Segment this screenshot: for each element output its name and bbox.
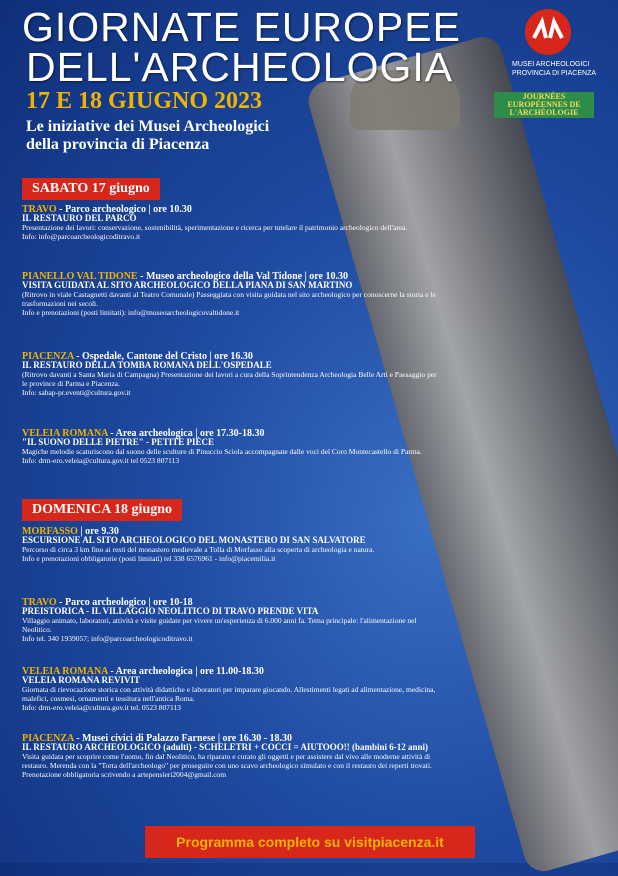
- subtitle: Le iniziative dei Musei Archeologici della provincia di Piacenza: [26, 118, 270, 153]
- event-item: [22, 429, 442, 465]
- event-item: [22, 734, 442, 779]
- event-contact[interactable]: Info: sabap-pr.eventi@cultura.gov.it: [22, 388, 131, 397]
- event-title: IL RESTAURO DEL PARCO: [22, 213, 137, 223]
- event-time: - Area archeologica | ore 17.30-18.30: [107, 428, 265, 439]
- event-location: PIACENZA: [22, 351, 74, 362]
- event-item: [22, 527, 442, 563]
- event-contact[interactable]: Info tel. 340 1939057; info@parcoarcheologicoditravo.it: [22, 634, 193, 643]
- event-location: TRAVO: [22, 597, 57, 608]
- event-location: MORFASSO: [22, 526, 78, 537]
- musei-logo-icon: [524, 8, 572, 56]
- event-title: IL RESTAURO DELLA TOMBA ROMANA DELL'OSPEDALE: [22, 360, 272, 370]
- event-time: - Musei civici di Palazzo Farnese | ore 16.30 - 18.30: [73, 733, 293, 744]
- event-contact[interactable]: Info: info@parcoarcheologicoditravo.it: [22, 232, 141, 241]
- event-title: IL RESTAURO ARCHEOLOGICO (adulti) - SCHELETRI + COCCI = AIUTOOO!! (bambini 6-12 anni): [22, 742, 428, 752]
- event-description: (Ritrovo in viale Castagnetti davanti al Teatro Comunale) Passeggiata con visita guidata nel sito archeologico per conoscerne la storia e le trasformazioni nei secoli.: [22, 290, 436, 308]
- european-badge: JOURNÉES EUROPÉENNES DE L'ARCHÉOLOGIE: [494, 92, 594, 118]
- event-description: Villaggio animato, laboratori, attività e visite guidate per vivere un'esperienza di 6.000 anni fa. Tema principale: l'alimentazione nel Neolitico.: [22, 616, 417, 634]
- event-location: VELEIA ROMANA: [22, 428, 108, 439]
- title-line2: DELL'ARCHEOLOGIA: [26, 44, 454, 90]
- event-contact[interactable]: Info e prenotazioni obbligatorie (posti limitati) tel 338 6576961 - info@piacemilia.it: [22, 554, 276, 563]
- event-location: VELEIA ROMANA: [22, 666, 108, 677]
- event-item: [22, 352, 442, 397]
- event-item: [22, 272, 442, 317]
- event-description: Visita guidata per scoprire come l'uomo, fin dal Neolitico, ha riparato e curato gli oggetti e per assistere dal vivo alle moderne attività di restauro. Merenda con la "Torta dell'archeologo" per proseguire con uno scavo archeologico simulato e con il restauro dei reperti trovati. Prenotazione obbligatoria scrivendo a artepensieri2004@gmail.com: [22, 752, 432, 779]
- event-title: VISITA GUIDATA AL SITO ARCHEOLOGICO DELLA PIANA DI SAN MARTINO: [22, 280, 353, 290]
- logo-caption: MUSEI ARCHEOLOGICI PROVINCIA DI PIACENZA: [512, 61, 597, 77]
- event-time: - Ospedale, Cantone del Cristo | ore 16.30: [73, 351, 253, 362]
- event-description: Giornata di rievocazione storica con attività didattiche e laboratori per imparare giocando. Allestimenti legati ad alimentazione, medicina, malefici, cosmesi, ornamenti e tessitura nell'antica Roma.: [22, 685, 436, 703]
- event-description: Presentazione dei lavori: conservazione, sostenibilità, sperimentazione e ricerca per tutelare il patrimonio archeologico dell'area.: [22, 223, 408, 232]
- event-description: Magiche melodie scaturiscono dal suono delle sculture di Pinuccio Sciola accompagnate dalle voci del Coro Montecastello di Parma.: [22, 447, 422, 456]
- event-item: [22, 667, 442, 712]
- event-title: VELEIA ROMANA REVIVIT: [22, 675, 141, 685]
- event-dates: 17 E 18 GIUGNO 2023: [26, 88, 263, 114]
- event-location: TRAVO: [22, 204, 57, 215]
- event-contact[interactable]: Info: drm-ero.veleia@cultura.gov.it tel 0523 807113: [22, 456, 180, 465]
- event-time: | ore 9.30: [77, 526, 119, 537]
- event-time: - Area archeologica | ore 11.00-18.30: [107, 666, 264, 677]
- event-time: - Parco archeologico | ore 10.30: [56, 204, 192, 215]
- event-contact[interactable]: Info: drm-ero.veleia@cultura.gov.it tel. 0523 807113: [22, 703, 182, 712]
- event-description: Percorso di circa 3 km fino ai resti del monastero medievale a Tolla di Morfasso alla scoperta di archeologia e natura.: [22, 545, 375, 554]
- event-time: - Museo archeologico della Val Tidone | ore 10.30: [137, 271, 348, 282]
- event-item: [22, 598, 442, 643]
- event-time: - Parco archeologico | ore 10-18: [56, 597, 193, 608]
- footer-link[interactable]: Programma completo su visitpiacenza.it: [145, 826, 475, 858]
- event-title: "IL SUONO DELLE PIETRE" - PETITE PIÈCE: [22, 437, 215, 447]
- event-location: PIANELLO VAL TIDONE: [22, 271, 138, 282]
- event-item: [22, 205, 442, 241]
- event-description: (Ritrovo davanti a Santa Maria di Campagna) Presentazione dei lavori a cura della Soprintendenza Archeologia Belle Arti e Paesaggio per le province di Parma e Piacenza.: [22, 370, 437, 388]
- day-header-saturday: SABATO 17 giugno: [22, 178, 160, 200]
- event-title: ESCURSIONE AL SITO ARCHEOLOGICO DEL MONASTERO DI SAN SALVATORE: [22, 535, 366, 545]
- event-title: PREISTORICA - IL VILLAGGIO NEOLITICO DI TRAVO PRENDE VITA: [22, 606, 319, 616]
- title-line1: GIORNATE EUROPEE: [22, 4, 461, 50]
- event-location: PIACENZA: [22, 733, 74, 744]
- day-header-sunday: DOMENICA 18 giugno: [22, 499, 182, 521]
- event-contact[interactable]: Info e prenotazioni (posti limitati): info@museoarcheologicovaltidone.it: [22, 308, 240, 317]
